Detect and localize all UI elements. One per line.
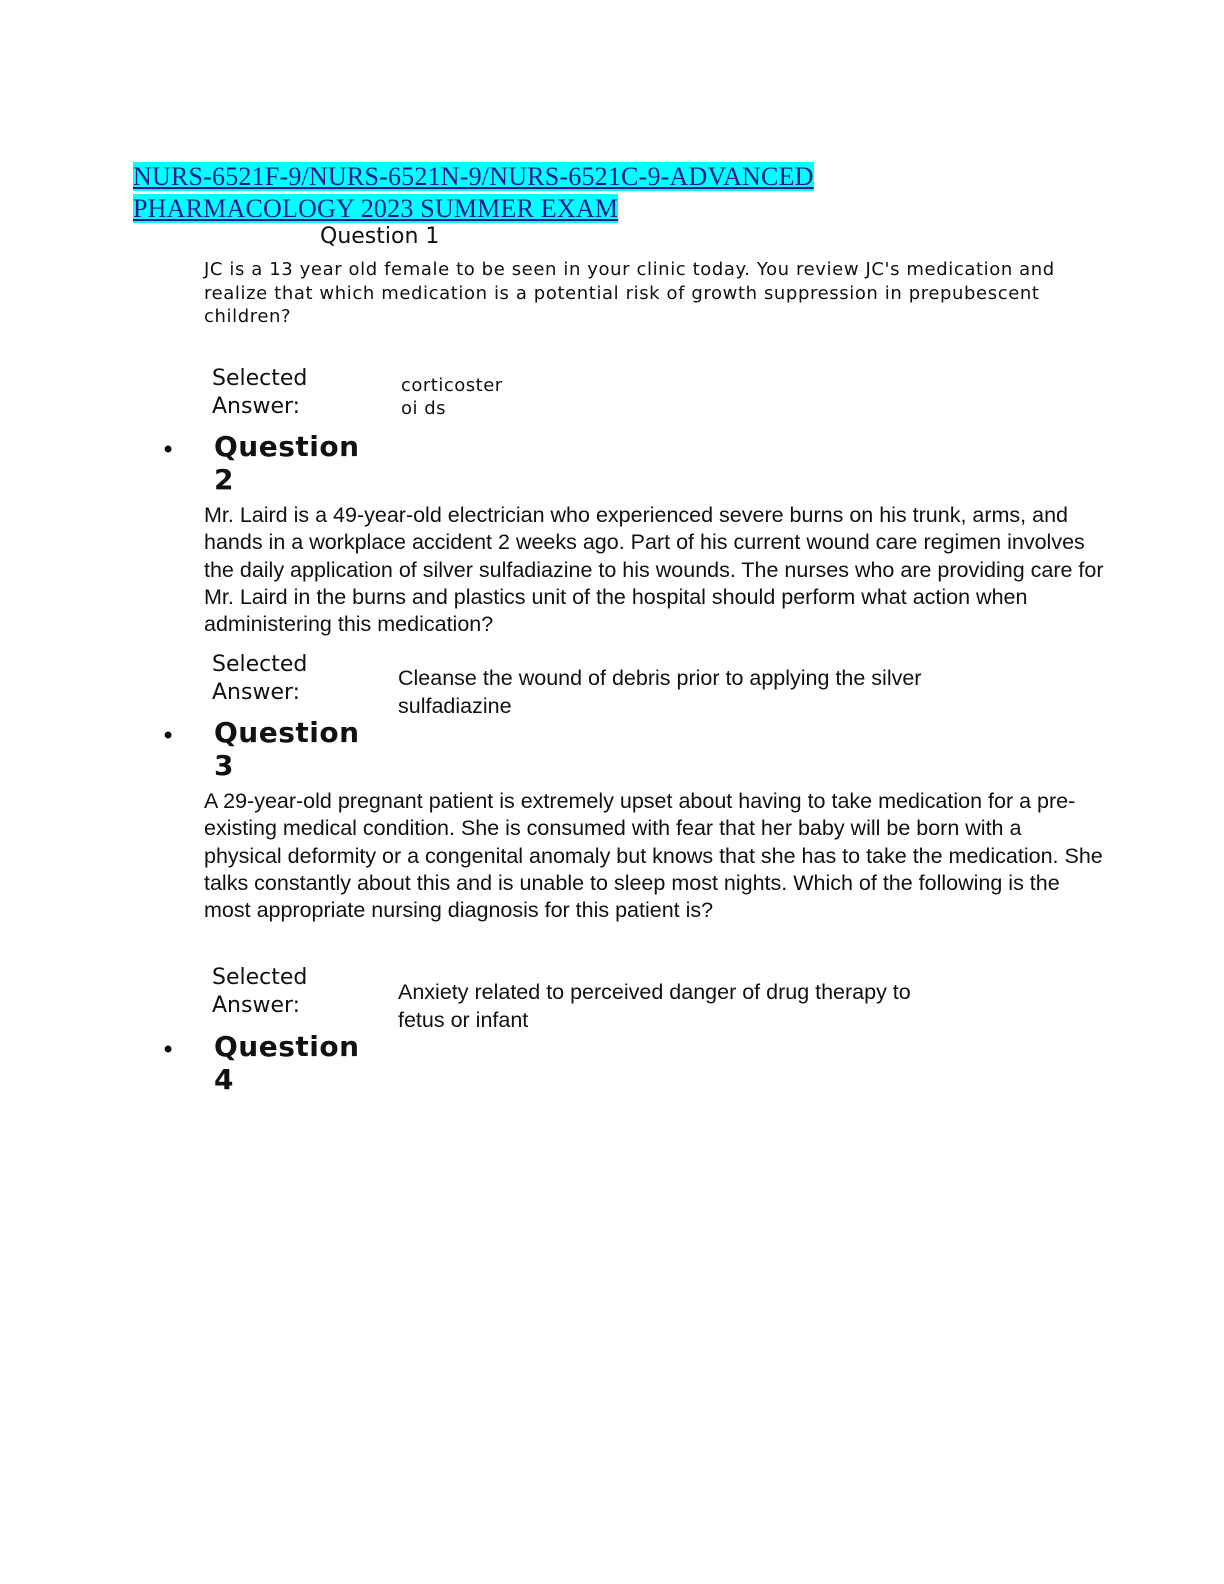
heading-line2: 2 bbox=[214, 463, 234, 496]
selected-label-line2: Answer: bbox=[212, 394, 301, 419]
question-4-heading bbox=[214, 1030, 414, 1096]
title-line-2: PHARMACOLOGY 2023 SUMMER EXAM bbox=[133, 194, 619, 223]
selected-label-line2: Answer: bbox=[212, 680, 301, 705]
selected-label-line1: Selected bbox=[212, 652, 308, 677]
selected-label-line1: Selected bbox=[212, 366, 308, 391]
answer-line2: oi ds bbox=[401, 398, 447, 419]
selected-label-line2: Answer: bbox=[212, 993, 301, 1018]
heading-line1: Question bbox=[214, 1030, 360, 1063]
question-3-selected-label bbox=[212, 964, 362, 1020]
question-2-text: Mr. Laird is a 49-year-old electrician who experienced severe burns on his trunk, arms, and hands in a workplace accident 2 weeks ago. Part of his current wound care regimen involves the daily application of silver sulfadiazine to his wounds. The nurses who are providing care for Mr. Laird in the burns and plastics unit of the hospital should perform what action when administering this medication? bbox=[204, 503, 1104, 637]
question-1-selected-answer bbox=[401, 374, 541, 420]
heading-line2: 3 bbox=[214, 749, 234, 782]
question-3-heading bbox=[214, 716, 414, 782]
question-2-selected-answer: Cleanse the wound of debris prior to applying the silver sulfadiazine bbox=[398, 666, 922, 718]
question-1-selected-label bbox=[212, 365, 362, 421]
selected-label-line1: Selected bbox=[212, 965, 308, 990]
question-2-heading bbox=[214, 430, 414, 496]
title-line-1: NURS-6521F-9/NURS-6521N-9/NURS-6521C-9-ADVANCED bbox=[133, 162, 814, 191]
question-4-bullet: • bbox=[161, 1036, 176, 1064]
question-2-selected-label bbox=[212, 651, 362, 707]
question-2-bullet: • bbox=[161, 436, 176, 464]
question-3-selected-answer: Anxiety related to perceived danger of drug therapy to fetus or infant bbox=[398, 980, 911, 1032]
heading-line1: Question bbox=[214, 430, 360, 463]
document-title bbox=[133, 161, 973, 225]
answer-line1: corticoster bbox=[401, 375, 503, 396]
heading-line2: 4 bbox=[214, 1063, 234, 1096]
question-3-bullet: • bbox=[161, 722, 176, 750]
question-1-heading: Question 1 bbox=[320, 224, 440, 249]
question-3-text: A 29-year-old pregnant patient is extremely upset about having to take medication for a pre-existing medical condition. She is consumed with fear that her baby will be born with a physical deformity or a congenital anomaly but knows that she has to take the medication. She talks constantly about this and is unable to sleep most nights. Which of the following is the most appropriate nursing diagnosis for this patient is? bbox=[204, 789, 1103, 923]
heading-line1: Question bbox=[214, 716, 360, 749]
question-1-text: JC is a 13 year old female to be seen in your clinic today. You review JC's medication and realize that which medication is a potential risk of growth suppression in prepubescent children? bbox=[204, 259, 1055, 327]
